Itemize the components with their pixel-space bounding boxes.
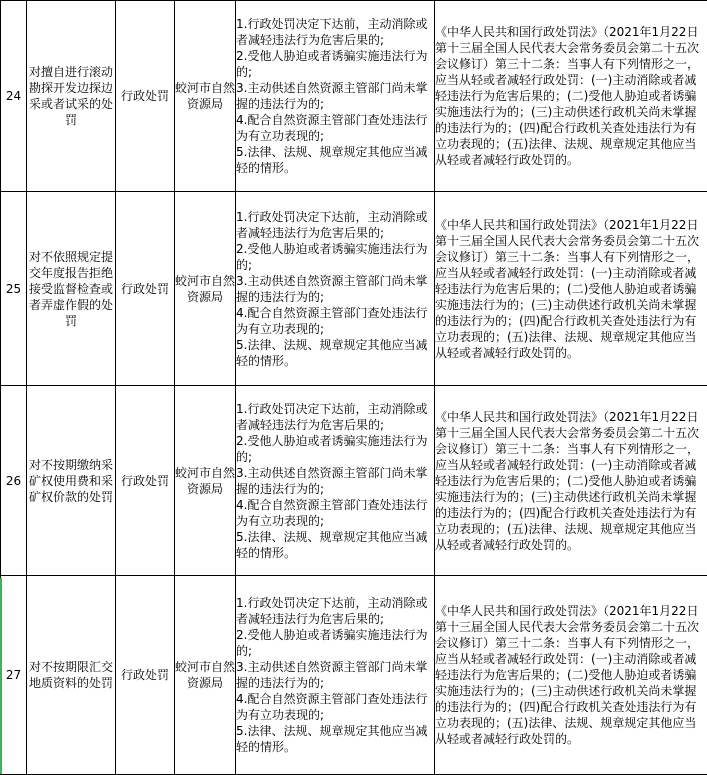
penalty-type: 行政处罚 bbox=[116, 1, 175, 192]
legal-basis: 《中华人民共和国行政处罚法》（2021年1月22日第十三届全国人民代表大会常务委员会第二十五次会议修订）第三十二条：当事人有下列情形之一，应当从轻或者减轻行政处罚：(一)主动消除或者减轻违法行为危害后果的；(二)受他人胁迫或者诱骗实施违法行为的；(三)主动供述行政机关尚未掌握的违法行为的；(四)配合行政机关查处违法行为有立功表现的；(五)法律、法规、规章规定其他应当从轻或者减轻行政处罚的。 bbox=[435, 576, 707, 775]
circumstance-line: 3.主动供述自然资源主管部门尚未掌握的违法行为的; bbox=[236, 273, 434, 305]
row-number: 26 bbox=[1, 386, 27, 576]
circumstance-line: 2.受他人胁迫或者诱骗实施违法行为的; bbox=[236, 48, 434, 80]
row-number: 24 bbox=[1, 1, 27, 192]
table-row bbox=[1, 386, 707, 576]
enforcement-department: 蛟河市自然资源局 bbox=[175, 1, 236, 192]
circumstance-line: 5.法律、法规、规章规定其他应当减轻的情形。 bbox=[236, 144, 434, 176]
mitigating-circumstances bbox=[236, 386, 435, 576]
circumstance-line: 1.行政处罚决定下达前，主动消除或者减轻违法行为危害后果的; bbox=[236, 16, 434, 48]
legal-basis: 《中华人民共和国行政处罚法》（2021年1月22日第十三届全国人民代表大会常务委员会第二十五次会议修订）第三十二条：当事人有下列情形之一，应当从轻或者减轻行政处罚：(一)主动消除或者减轻违法行为危害后果的；(二)受他人胁迫或者诱骗实施违法行为的；(三)主动供述行政机关尚未掌握的违法行为的；(四)配合行政机关查处违法行为有立功表现的；(五)法律、法规、规章规定其他应当从轻或者减轻行政处罚的。 bbox=[435, 192, 707, 386]
legal-basis: 《中华人民共和国行政处罚法》（2021年1月22日第十三届全国人民代表大会常务委员会第二十五次会议修订）第三十二条：当事人有下列情形之一，应当从轻或者减轻行政处罚：(一)主动消除或者减轻违法行为危害后果的；(二)受他人胁迫或者诱骗实施违法行为的；(三)主动供述行政机关尚未掌握的违法行为的；(四)配合行政机关查处违法行为有立功表现的；(五)法律、法规、规章规定其他应当从轻或者减轻行政处罚的。 bbox=[435, 1, 707, 192]
mitigating-circumstances bbox=[236, 192, 435, 386]
penalty-type: 行政处罚 bbox=[116, 576, 175, 775]
circumstance-line: 1.行政处罚决定下达前，主动消除或者减轻违法行为危害后果的; bbox=[236, 401, 434, 433]
row-number: 25 bbox=[1, 192, 27, 386]
circumstance-line: 4.配合自然资源主管部门查处违法行为有立功表现的; bbox=[236, 497, 434, 529]
penalty-item-name: 对不依照规定提交年度报告拒绝接受监督检查或者弄虚作假的处罚 bbox=[27, 192, 116, 386]
circumstance-line: 4.配合自然资源主管部门查处违法行为有立功表现的; bbox=[236, 305, 434, 337]
penalty-item-name: 对擅自进行滚动勘探开发边探边采或者试采的处罚 bbox=[27, 1, 116, 192]
mitigating-circumstances bbox=[236, 1, 435, 192]
enforcement-department: 蛟河市自然资源局 bbox=[175, 576, 236, 775]
penalty-item-name: 对不按期限汇交地质资料的处罚 bbox=[27, 576, 116, 775]
table-row bbox=[1, 192, 707, 386]
legal-basis: 《中华人民共和国行政处罚法》（2021年1月22日第十三届全国人民代表大会常务委员会第二十五次会议修订）第三十二条：当事人有下列情形之一，应当从轻或者减轻行政处罚：(一)主动消除或者减轻违法行为危害后果的；(二)受他人胁迫或者诱骗实施违法行为的；(三)主动供述行政机关尚未掌握的违法行为的；(四)配合行政机关查处违法行为有立功表现的；(五)法律、法规、规章规定其他应当从轻或者减轻行政处罚的。 bbox=[435, 386, 707, 576]
circumstance-line: 2.受他人胁迫或者诱骗实施违法行为的; bbox=[236, 433, 434, 465]
circumstance-line: 4.配合自然资源主管部门查处违法行为有立功表现的; bbox=[236, 691, 434, 723]
circumstance-line: 4.配合自然资源主管部门查处违法行为有立功表现的; bbox=[236, 112, 434, 144]
circumstance-line: 5.法律、法规、规章规定其他应当减轻的情形。 bbox=[236, 529, 434, 561]
circumstance-line: 5.法律、法规、规章规定其他应当减轻的情形。 bbox=[236, 337, 434, 369]
circumstance-line: 2.受他人胁迫或者诱骗实施违法行为的; bbox=[236, 627, 434, 659]
row-number: 27 bbox=[1, 576, 27, 775]
selection-edge-marker bbox=[0, 578, 2, 774]
circumstance-line: 2.受他人胁迫或者诱骗实施违法行为的; bbox=[236, 241, 434, 273]
circumstance-line: 1.行政处罚决定下达前，主动消除或者减轻违法行为危害后果的; bbox=[236, 595, 434, 627]
table-row bbox=[1, 576, 707, 775]
circumstance-line: 1.行政处罚决定下达前，主动消除或者减轻违法行为危害后果的; bbox=[236, 209, 434, 241]
circumstance-line: 5.法律、法规、规章规定其他应当减轻的情形。 bbox=[236, 723, 434, 755]
enforcement-department: 蛟河市自然资源局 bbox=[175, 386, 236, 576]
penalty-type: 行政处罚 bbox=[116, 386, 175, 576]
penalty-item-name: 对不按期缴纳采矿权使用费和采矿权价款的处罚 bbox=[27, 386, 116, 576]
mitigating-circumstances bbox=[236, 576, 435, 775]
table-row bbox=[1, 1, 707, 192]
circumstance-line: 3.主动供述自然资源主管部门尚未掌握的违法行为的; bbox=[236, 80, 434, 112]
enforcement-department: 蛟河市自然资源局 bbox=[175, 192, 236, 386]
circumstance-line: 3.主动供述自然资源主管部门尚未掌握的违法行为的; bbox=[236, 465, 434, 497]
circumstance-line: 3.主动供述自然资源主管部门尚未掌握的违法行为的; bbox=[236, 659, 434, 691]
penalty-type: 行政处罚 bbox=[116, 192, 175, 386]
